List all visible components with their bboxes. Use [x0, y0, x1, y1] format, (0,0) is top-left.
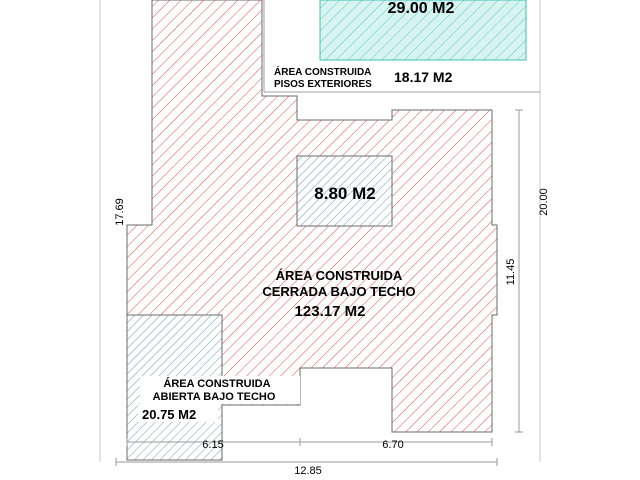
closed-value: 123.17 M2: [294, 303, 366, 320]
dim-left-side: 17.69: [114, 198, 126, 226]
open-value: 20.75 M2: [142, 407, 197, 422]
closed-title-line2: CERRADA BAJO TECHO: [262, 284, 416, 299]
exterior-title-line1: ÁREA CONSTRUIDA: [274, 67, 372, 78]
open-title-line1: ÁREA CONSTRUIDA: [163, 378, 271, 390]
dim-right-side: 20.00: [538, 188, 550, 216]
closed-title-line1: ÁREA CONSTRUIDA: [275, 268, 403, 283]
dim-bottom-total: 12.85: [294, 465, 322, 477]
patio-value: 29.00 M2: [387, 0, 455, 17]
dim-bottom-left: 6.15: [202, 439, 224, 451]
open-title-line2: ABIERTA BAJO TECHO: [152, 391, 276, 403]
dim-bottom-right: 6.70: [382, 439, 404, 451]
exterior-title-line2: PISOS EXTERIORES: [274, 79, 372, 90]
exterior-value: 18.17 M2: [394, 69, 453, 85]
courtyard-value: 8.80 M2: [314, 184, 376, 203]
dim-right-inner: 11.45: [505, 258, 517, 286]
